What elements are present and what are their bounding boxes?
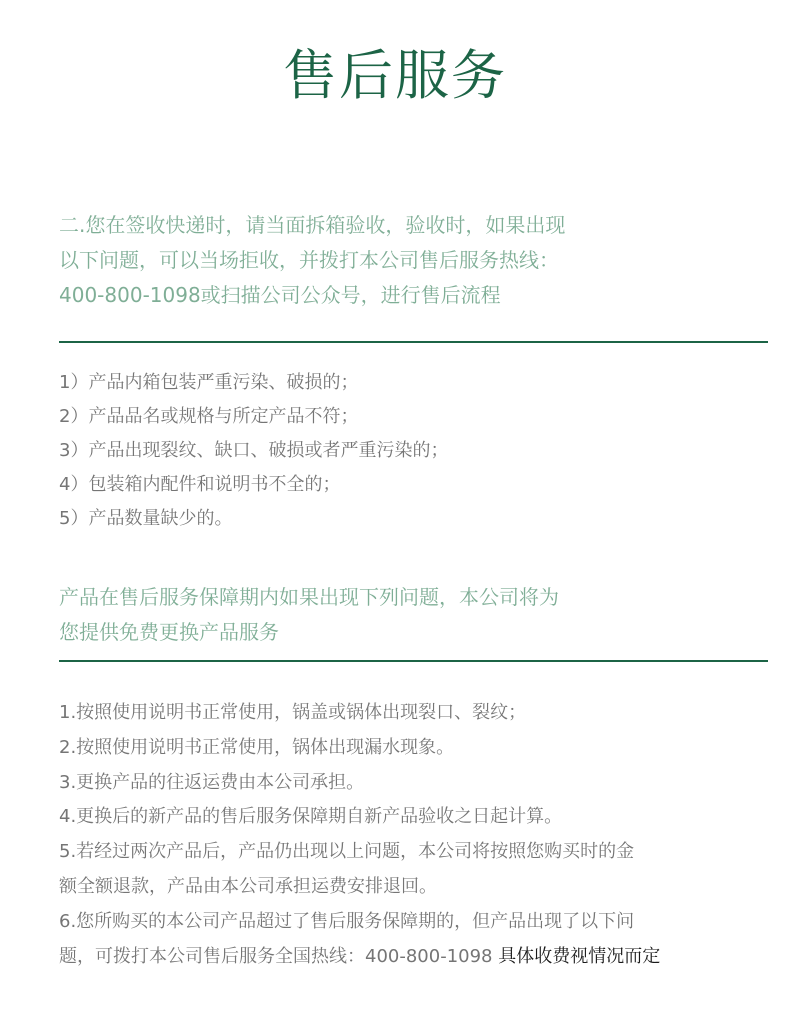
list-item: 2）产品品名或规格与所定产品不符； <box>59 406 359 427</box>
warranty-paragraph <box>59 580 759 650</box>
warranty-line: 您提供免费更换产品服务 <box>59 620 279 644</box>
fee-note: 具体收费视情况而定 <box>498 945 661 967</box>
intro-paragraph <box>59 208 759 313</box>
intro-line: 400-800-1098或扫描公司公众号，进行售后流程 <box>59 283 501 307</box>
divider <box>59 341 768 343</box>
list-item: 1.按照使用说明书正常使用，锅盖或锅体出现裂口、裂纹； <box>59 702 527 723</box>
page-title: 售后服务 <box>283 44 507 107</box>
divider <box>59 660 768 662</box>
intro-line: 二.您在签收快递时，请当面拆箱验收，验收时，如果出现 <box>59 213 566 237</box>
list-item: 3.更换产品的往返运费由本公司承担。 <box>59 771 365 793</box>
intro-line: 以下问题，可以当场拒收，并拨打本公司售后服务热线： <box>59 248 559 272</box>
warranty-list <box>59 696 769 974</box>
list-item <box>59 940 769 975</box>
list-item: 额全额退款，产品由本公司承担运费安排退回。 <box>59 875 437 897</box>
rejection-list <box>59 366 769 536</box>
list-item: 6.您所购买的本公司产品超过了售后服务保障期的，但产品出现了以下问 <box>59 910 635 932</box>
list-item: 3）产品出现裂纹、缺口、破损或者严重污染的； <box>59 440 449 461</box>
list-item: 2.按照使用说明书正常使用，锅体出现漏水现象。 <box>59 736 455 758</box>
list-item: 4.更换后的新产品的售后服务保障期自新产品验收之日起计算。 <box>59 806 563 828</box>
list-item: 5）产品数量缺少的。 <box>59 508 233 529</box>
list-item-text: 题，可拨打本公司售后服务全国热线：400-800-1098 <box>59 945 499 967</box>
list-item: 5.若经过两次产品后，产品仍出现以上问题，本公司将按照您购买时的金 <box>59 841 635 863</box>
warranty-line: 产品在售后服务保障期内如果出现下列问题，本公司将为 <box>59 585 559 609</box>
list-item: 4）包装箱内配件和说明书不全的； <box>59 474 341 495</box>
list-item: 1）产品内箱包装严重污染、破损的； <box>59 372 359 393</box>
